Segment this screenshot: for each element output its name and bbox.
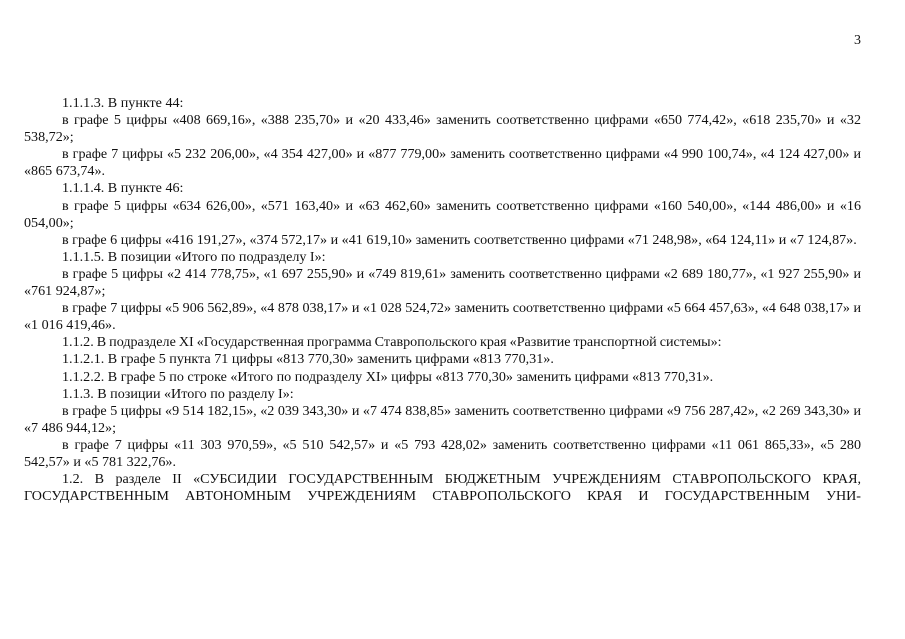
paragraph-item46-col6: в графе 6 цифры «416 191,27», «374 572,17» и «41 619,10» заменить соответственно цифрами «71 248,98», «64 124,11» и «7 124,87». [62, 231, 857, 248]
paragraph-1-1-3: 1.1.3. В позиции «Итого по разделу I»: [62, 385, 294, 402]
paragraph-item44-col7: в графе 7 цифры «5 232 206,00», «4 354 427,00» и «877 779,00» заменить соответственно цифрами «4 990 100,74», «4 124 427,00» и «865 673,74». [24, 146, 861, 180]
paragraph-item44-col5: в графе 5 цифры «408 669,16», «388 235,70» и «20 433,46» заменить соответственно цифрами «650 774,42», «618 235,70» и «32 538,72»; [24, 112, 861, 146]
paragraph-1-1-2-1: 1.1.2.1. В графе 5 пункта 71 цифры «813 770,30» заменить цифрами «813 770,31». [62, 351, 554, 368]
paragraph-total-col7: в графе 7 цифры «11 303 970,59», «5 510 542,57» и «5 793 428,02» заменить соответственно цифрами «11 061 865,33», «5 280 542,57» и «5 781 322,76». [24, 436, 861, 470]
paragraph-subtotal-col5: в графе 5 цифры «2 414 778,75», «1 697 255,90» и «749 819,61» заменить соответственно цифрами «2 689 180,77», «1 927 255,90» и «761 924,87»; [24, 265, 861, 300]
document-body [24, 95, 861, 505]
page-number: 3 [854, 33, 861, 48]
paragraph-1-1-1-3: 1.1.1.3. В пункте 44: [62, 95, 184, 111]
paragraph-1-1-2-2: 1.1.2.2. В графе 5 по строке «Итого по подразделу XI» цифры «813 770,30» заменить цифрами «813 770,31». [62, 368, 714, 385]
paragraph-1-1-1-5: 1.1.1.5. В позиции «Итого по подразделу I»: [62, 248, 326, 265]
paragraph-subtotal-col7: в графе 7 цифры «5 906 562,89», «4 878 038,17» и «1 028 524,72» заменить соответственно цифрами «5 664 457,63», «4 648 038,17» и «1 016 419,46». [24, 300, 861, 334]
paragraph-1-1-2: 1.1.2. В подразделе XI «Государственная программа Ставропольского края «Развитие транспортной системы»: [62, 334, 722, 351]
paragraph-1-1-1-4: 1.1.1.4. В пункте 46: [62, 180, 184, 197]
paragraph-item46-col5: в графе 5 цифры «634 626,00», «571 163,40» и «63 462,60» заменить соответственно цифрами «160 540,00», «144 486,00» и «16 054,00»; [24, 197, 861, 231]
paragraph-total-col5: в графе 5 цифры «9 514 182,15», «2 039 343,30» и «7 474 838,85» заменить соответственно цифрами «9 756 287,42», «2 269 343,30» и «7 486 944,12»; [24, 402, 861, 436]
paragraph-1-2: 1.2. В разделе II «СУБСИДИИ ГОСУДАРСТВЕННЫМ БЮДЖЕТНЫМ УЧРЕЖДЕНИЯМ СТАВРОПОЛЬСКОГО КРАЯ, ГОСУДАРСТВЕННЫМ АВТОНОМНЫМ УЧРЕЖДЕНИЯМ СТАВРОПОЛЬСКОГО КРАЯ И ГОСУДАРСТВЕННЫМ УНИ- [24, 471, 861, 505]
